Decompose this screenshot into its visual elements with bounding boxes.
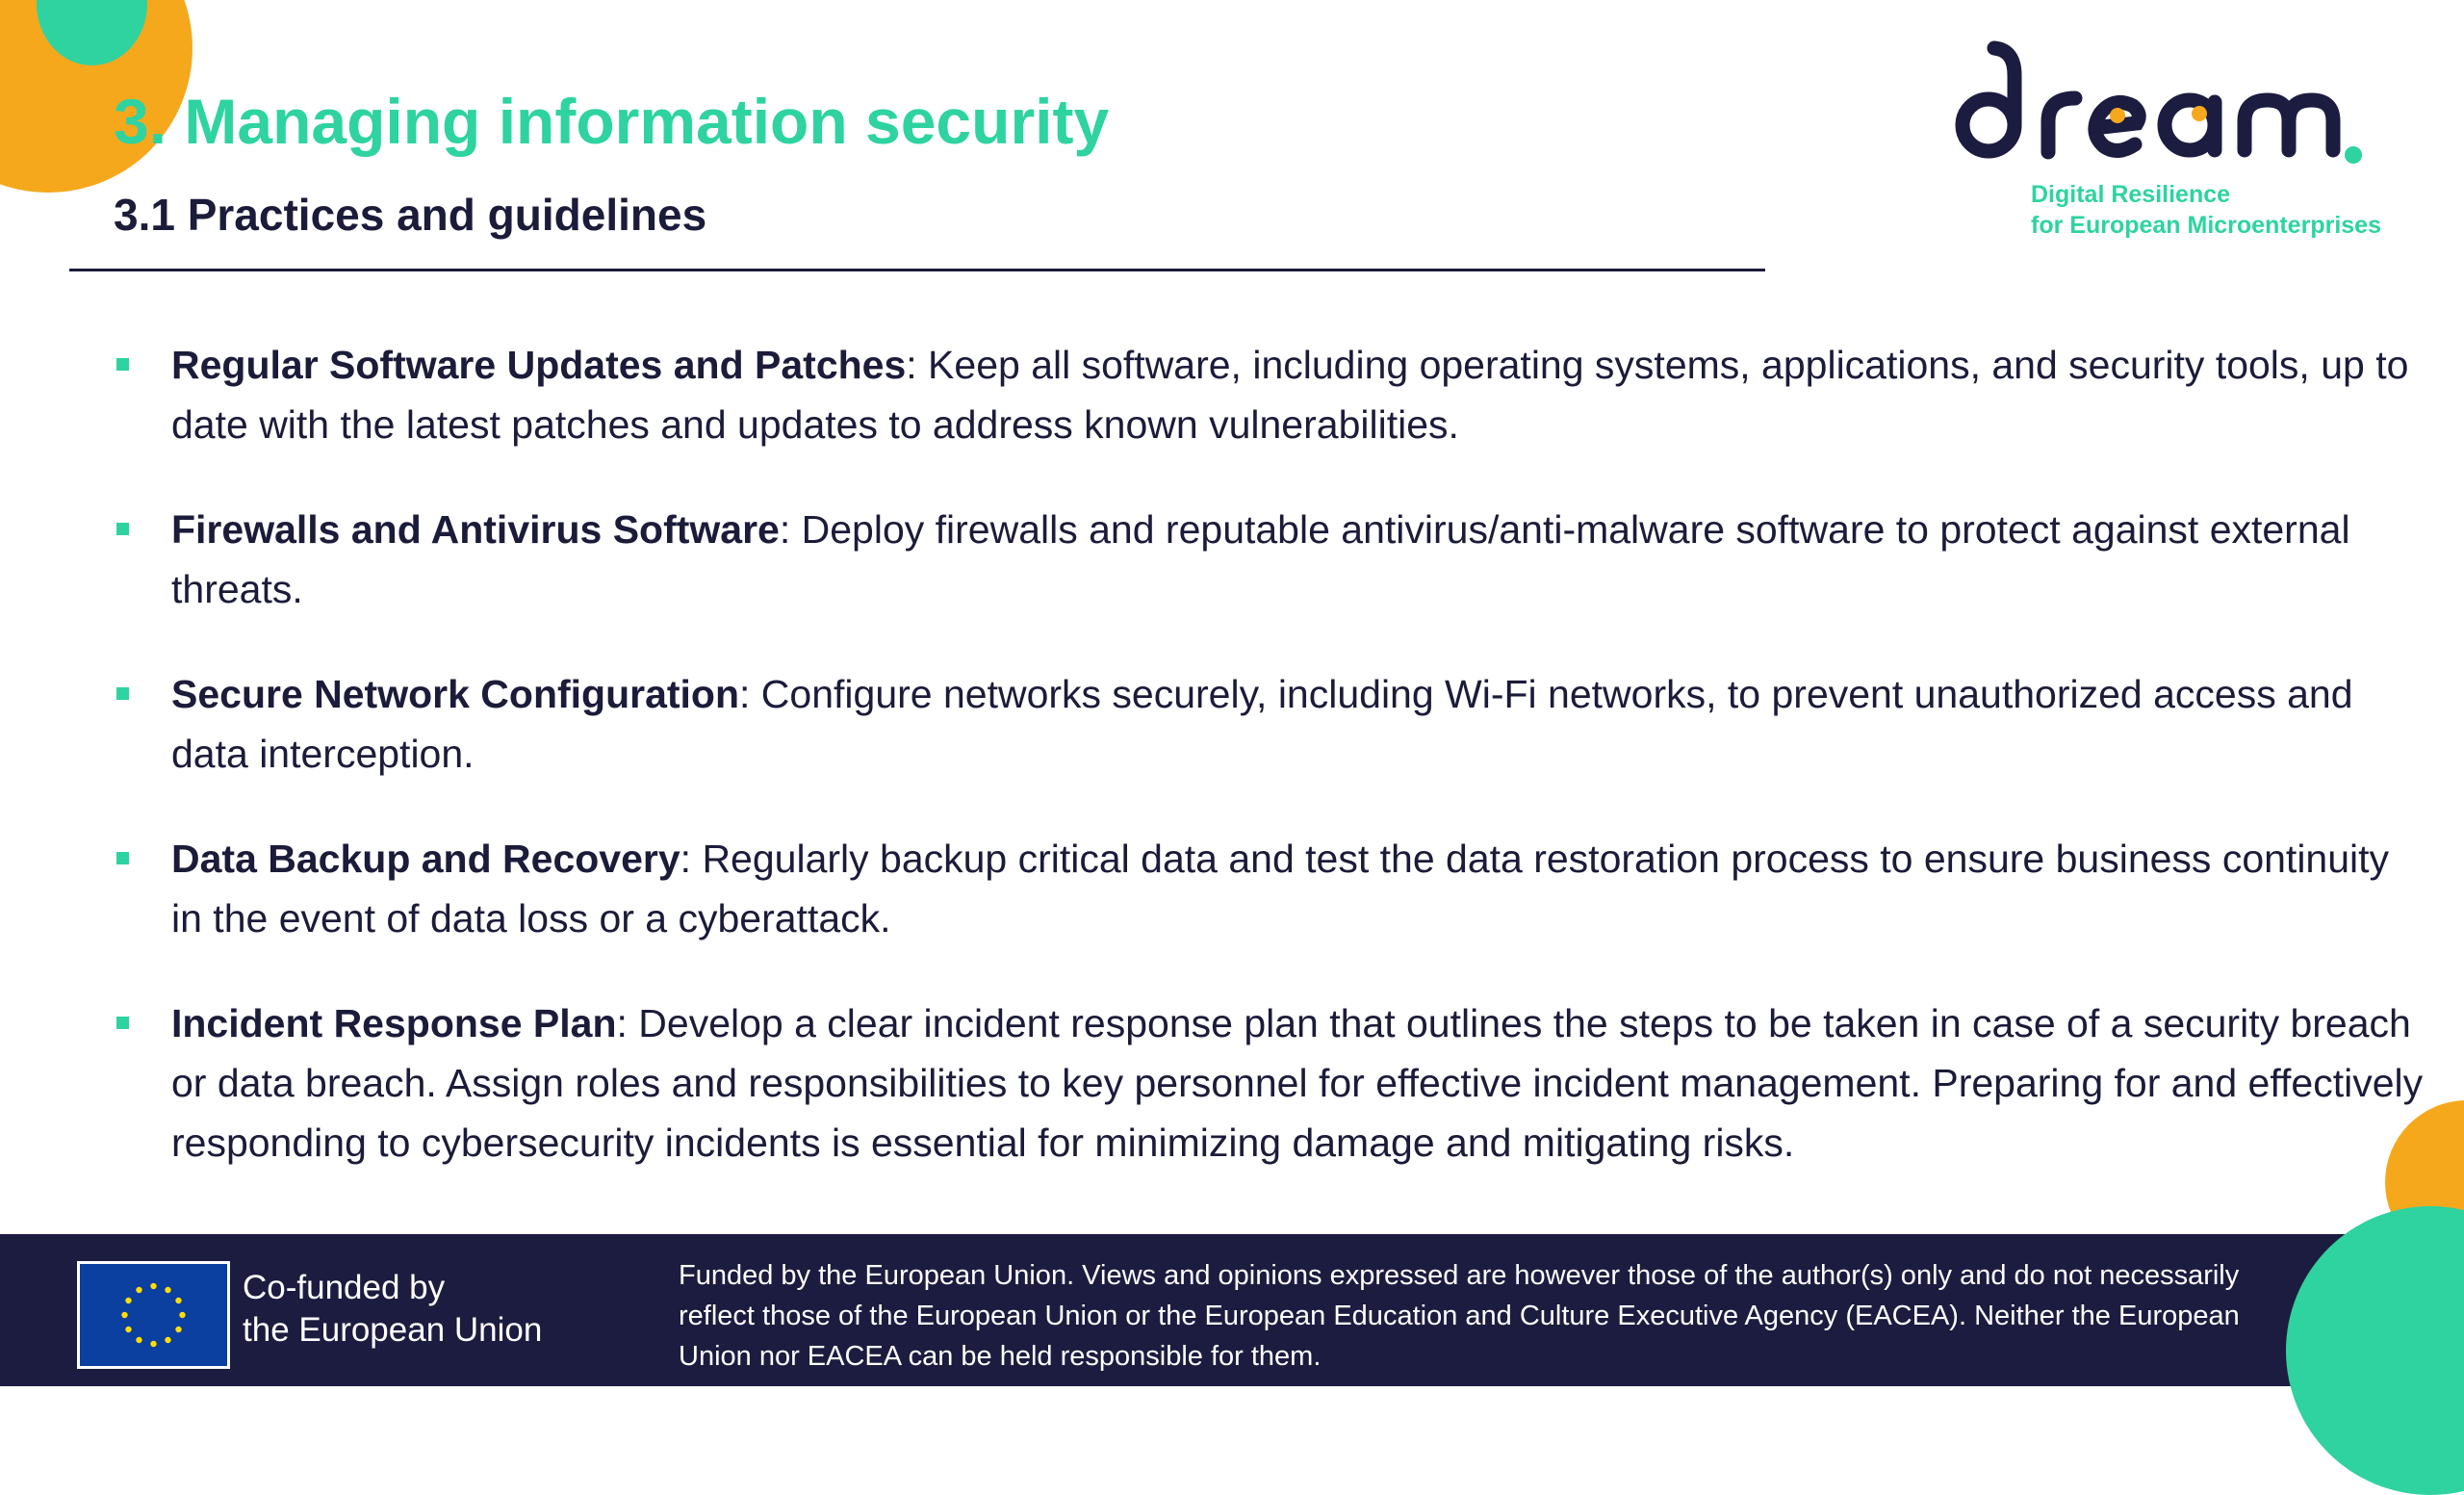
bullet-square-icon — [116, 852, 129, 864]
bullet-title: Regular Software Updates and Patches — [171, 343, 907, 387]
bullet-square-icon — [116, 1017, 129, 1029]
bullet-title: Secure Network Configuration — [171, 672, 740, 716]
bullet-text: : Keep all software, including operating systems, applications, and security tools, up to date with the latest patches and updates to address known vulnerabilities. — [171, 343, 2409, 447]
bullet-title: Incident Response Plan — [171, 1001, 617, 1045]
bullet-square-icon — [116, 687, 129, 700]
eu-stars-graphic — [80, 1264, 227, 1366]
practices-list — [114, 335, 2424, 1218]
list-item — [114, 335, 2424, 454]
list-item — [114, 829, 2424, 948]
bullet-title: Firewalls and Antivirus Software — [171, 507, 780, 552]
dream-logo — [1944, 39, 2387, 250]
logo-tagline-line2: for European Microenterprises — [2031, 212, 2381, 239]
cofunded-label — [243, 1267, 542, 1352]
cofunded-line1: Co-funded by — [243, 1269, 446, 1306]
logo-tagline-line1: Digital Resilience — [2031, 181, 2231, 208]
funding-disclaimer: Funded by the European Union. Views and opinions expressed are however those of the author(s) only and do not necessarily reflect those of the European Union or the European Education and Culture Executive Agency (EACEA). Neither the European Union nor EACEA can be held responsible for them. — [679, 1260, 2240, 1372]
cofunded-line2: the European Union — [243, 1311, 543, 1349]
slide-title: 3. Managing information security — [114, 86, 1110, 157]
bullet-text: : Regularly backup critical data and test the data restoration process to ensure business continuity in the event of data loss or a cyberattack. — [171, 837, 2390, 941]
eu-flag-icon — [77, 1261, 230, 1369]
slide-subtitle: 3.1 Practices and guidelines — [114, 190, 707, 240]
list-item — [114, 500, 2424, 619]
dream-wordmark-graphic — [1944, 39, 2387, 173]
title-divider — [69, 269, 1765, 271]
logo-tagline — [2031, 179, 2381, 241]
footer-bar — [0, 1234, 2464, 1386]
bullet-text: : Configure networks securely, including Wi-Fi networks, to prevent unauthorized access and data interception. — [171, 672, 2353, 776]
bullet-text: : Deploy firewalls and reputable antivirus/anti-malware software to protect against external threats. — [171, 507, 2350, 611]
list-item — [114, 993, 2424, 1173]
list-item — [114, 664, 2424, 784]
bullet-title: Data Backup and Recovery — [171, 837, 680, 881]
bullet-square-icon — [116, 523, 129, 535]
bullet-square-icon — [116, 358, 129, 371]
bullet-text: : Develop a clear incident response plan that outlines the steps to be taken in case of a security breach or data breach. Assign roles and responsibilities to key personnel for effective incident management. Preparing for and effectively responding to cybersecurity incidents is essential for minimizing damage and mitigating risks. — [171, 1001, 2424, 1165]
